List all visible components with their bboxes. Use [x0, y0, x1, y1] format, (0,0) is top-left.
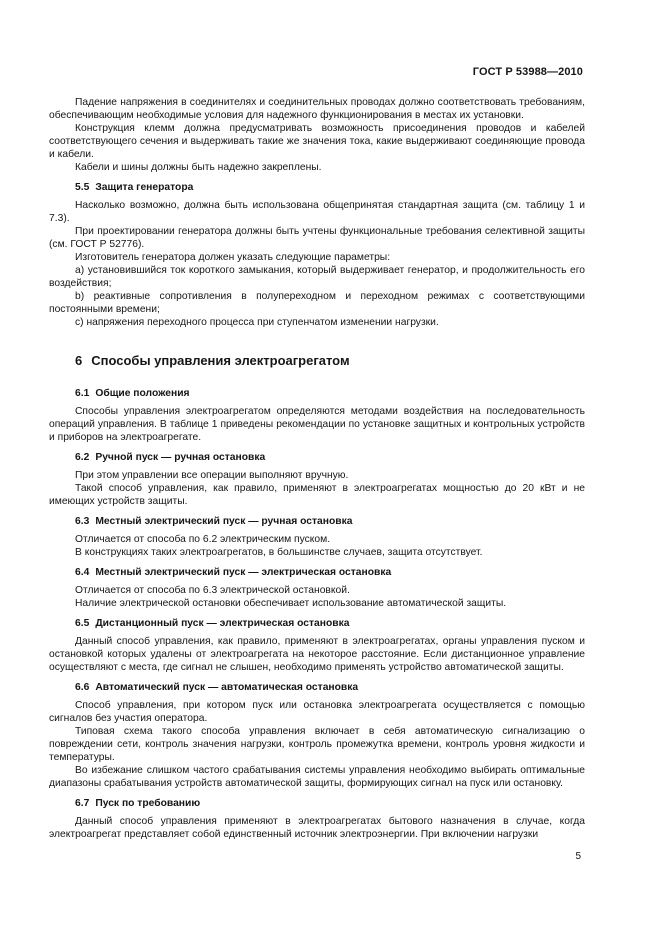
- paragraph: Конструкция клемм должна предусматривать возможность присоединения проводов и кабелей соответствующего сечения и выдерживать такие же значения тока, какие выдерживают соединяющие провода и кабели.: [49, 123, 585, 160]
- paragraph: В конструкциях таких электроагрегатов, в большинстве случаев, защита отсутствует.: [75, 547, 483, 558]
- section-title: Автоматический пуск — автоматическая остановка: [95, 682, 359, 693]
- paragraph: Падение напряжения в соединителях и соединительных проводах должно соответствовать требованиям, обеспечивающим необходимые условия для надежного функционирования в местах их установки.: [49, 97, 585, 121]
- paragraph: Изготовитель генератора должен указать следующие параметры:: [75, 252, 391, 263]
- paragraph: Данный способ управления, как правило, применяют в электроагрегатах, органы управления пуском и остановкой которых удалены от электроагрегата на некоторое расстояние. Если дистанционное управление осуществляют с места, где сигнал не слышен, необходимо применять устройство автоматической защиты.: [49, 636, 585, 673]
- section-title: Ручной пуск — ручная остановка: [95, 452, 266, 463]
- section-number: 6.5: [75, 618, 90, 629]
- page-number: 5: [575, 851, 581, 862]
- paragraph: Способ управления, при котором пуск или остановка электроагрегата осуществляется с помощью сигналов без участия оператора.: [49, 700, 585, 724]
- chapter-number: 6: [75, 353, 83, 368]
- section-heading-6-2: [75, 451, 585, 464]
- list-item: а) установившийся ток короткого замыкания, который выдерживает генератор, и продолжительность его воздействия;: [49, 265, 585, 289]
- chapter-heading-6: [75, 353, 585, 369]
- section-heading-6-5: [75, 617, 585, 630]
- paragraph: Кабели и шины должны быть надежно закреплены.: [75, 162, 322, 173]
- paragraph: Такой способ управления, как правило, применяют в электроагрегатах мощностью до 20 кВт и не имеющих устройств защиты.: [49, 483, 585, 507]
- paragraph: Отличается от способа по 6.3 электрической остановкой.: [75, 585, 350, 596]
- paragraph: Наличие электрической остановки обеспечивает использование автоматической защиты.: [75, 598, 507, 609]
- paragraph: При проектировании генератора должны быть учтены функциональные требования селективной защиты (см. ГОСТ Р 52776).: [49, 226, 585, 250]
- paragraph: Типовая схема такого способа управления включает в себя автоматическую сигнализацию о повреждении сети, контроль значения нагрузки, контроль промежутка времени, контроль уровня жидкости и температуры.: [49, 726, 585, 763]
- list-item: b) реактивные сопротивления в полупереходном и переходном режимах с соответствующими постоянными времени;: [49, 291, 585, 315]
- paragraph: Насколько возможно, должна быть использована общепринятая стандартная защита (см. таблицу 1 и 7.3).: [49, 200, 585, 224]
- section-number: 6.3: [75, 516, 90, 527]
- paragraph: Во избежание слишком частого срабатывания системы управления необходимо выбирать оптимальные диапазоны срабатывания устройств автоматической защиты, формирующих сигнал на пуск или остановку.: [49, 765, 585, 789]
- section-heading-6-3: [75, 515, 585, 528]
- section-number: 6.1: [75, 388, 90, 399]
- list-item: с) напряжения переходного процесса при ступенчатом изменении нагрузки.: [75, 317, 439, 328]
- paragraph: Способы управления электроагрегатом определяются методами воздействия на последовательность операций управления. В таблице 1 приведены рекомендации по установке защитных и контрольных устройств и приборов на электроагрегате.: [49, 406, 585, 443]
- section-title: Местный электрический пуск — электрическая остановка: [95, 567, 392, 578]
- section-number: 6.7: [75, 798, 90, 809]
- paragraph: Отличается от способа по 6.2 электрическим пуском.: [75, 534, 331, 545]
- section-heading-5-5: [75, 181, 585, 194]
- section-number: 6.6: [75, 682, 90, 693]
- chapter-title: Способы управления электроагрегатом: [91, 353, 350, 368]
- section-title: Дистанционный пуск — электрическая остановка: [95, 618, 350, 629]
- section-number: 6.4: [75, 567, 90, 578]
- section-title: Общие положения: [95, 388, 190, 399]
- section-heading-6-4: [75, 566, 585, 579]
- page-content: [49, 96, 585, 841]
- section-number: 6.2: [75, 452, 90, 463]
- section-title: Защита генератора: [95, 182, 194, 193]
- section-number: 5.5: [75, 182, 90, 193]
- section-heading-6-6: [75, 681, 585, 694]
- section-title: Местный электрический пуск — ручная остановка: [95, 516, 353, 527]
- paragraph: Данный способ управления применяют в электроагрегатах бытового назначения в случае, когда электроагрегат представляет собой единственный источник электроэнергии. При включении нагрузки: [49, 816, 585, 840]
- paragraph: При этом управлении все операции выполняют вручную.: [75, 470, 349, 481]
- standard-designation: ГОСТ Р 53988—2010: [472, 66, 583, 78]
- section-heading-6-1: [75, 387, 585, 400]
- section-heading-6-7: [75, 797, 585, 810]
- section-title: Пуск по требованию: [95, 798, 201, 809]
